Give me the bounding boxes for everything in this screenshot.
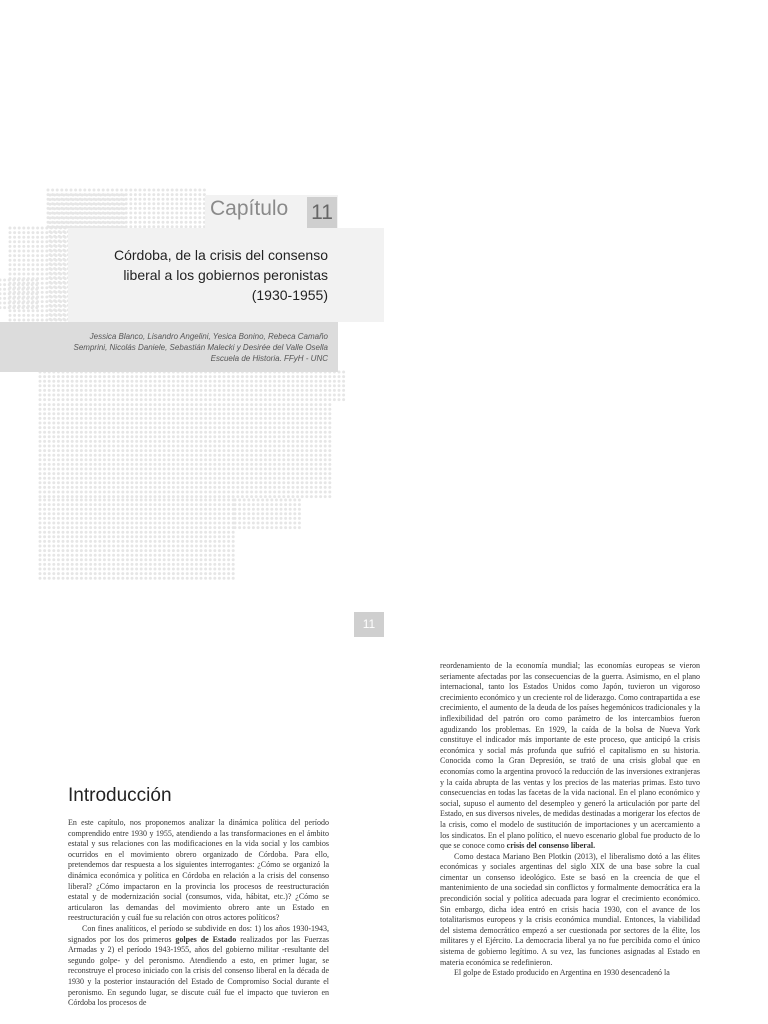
text-run: Con fines analíticos, el período se subdivide en dos: 1) los años 1930-1943, signados por los dos primeros [68,923,329,944]
section-heading: Introducción [68,785,172,806]
left-column [68,818,329,1009]
authors-block [40,331,328,364]
bold-term: crisis del consenso liberal. [506,841,596,851]
chapter-number: 11 [307,197,337,228]
text-run: realizados por las Fuerzas Armadas y 2) el período 1943-1955, años del gobierno militar -resultante del segundo golpe- y del peronismo. Atendiendo a esto, en primer lugar, se reconstruye el proceso iniciado con la crisis del consenso liberal en la década de 1930 y la posterior instauración del Estado de Compromiso Social durante el peronismo. En segundo lugar, se discute cuál fue el impacto que tuvieron en Córdoba los procesos de [68,934,329,1008]
authors-affiliation: Escuela de Historia. FFyH - UNC [210,354,328,363]
paragraph: Como destaca Mariano Ben Plotkin (2013), el liberalismo dotó a las élites económicas y sociales argentinas del siglo XIX de una base sobre la cual cimentar un consenso ideológico. Este se basó en la creencia de que el mantenimiento de una sociedad sin conflictos y formalmente democrática era la precondición social y política adecuada para lograr el crecimiento económico. Sin embargo, dicha idea entró en crisis hacia 1930, con el avance de los totalitarismos europeos y la crisis económica mundial. Entonces, la viabilidad del sistema democrático empezó a ser cuestionada por sectores de la élite, los militares y el Ejército. La democracia liberal ya no fue percibida como el único sistema de gobierno legítimo. A su vez, las funciones asignadas al Estado en materia económica se redefinieron. [440,851,700,967]
paragraph [68,924,329,1009]
paragraph: El golpe de Estado producido en Argentina en 1930 desencadenó la [454,968,670,978]
chapter-title: Córdoba, de la crisis del consenso liberal a los gobiernos peronistas (1930-1955) [113,247,328,303]
page-number: 11 [354,612,384,637]
paragraph [440,661,700,852]
chapter-label: Capítulo [210,197,289,220]
authors-line-1: Jessica Blanco, Lisandro Angelini, Yesica Bonino, Rebeca Camaño [89,332,328,341]
paragraph: En este capítulo, nos proponemos analizar la dinámica política del período comprendido entre 1930 y 1955, atendiendo a las transformaciones en el ámbito estatal y sus relaciones con las modificaciones en la vida social y los cambios ocurridos en el movimiento obrero organizado de Córdoba. Para ello, pretendemos dar respuesta a los siguientes interrogantes: ¿Cómo se organizó la dinámica económica y política en Córdoba en relación a la crisis del consenso liberal? ¿Cómo impactaron en la provincia los procesos de reestructuración estatal y de modernización social (consumos, vida, hábitat, etc.)? ¿Cómo se articularon las demandas del movimiento obrero ante un Estado en reestructuración y cuál fue su relación con otros actores políticos? [68,818,329,923]
bold-term: golpes de Estado [175,934,237,944]
right-column [440,661,700,979]
authors-line-2: Semprini, Nicolás Daniele, Sebastián Malecki y Desirée del Valle Osella [73,343,328,352]
text-run: reordenamiento de la economía mundial; las economías europeas se vieron seriamente afectadas por las consecuencias de la guerra. Asimismo, en el plano internacional, tanto los Estados Unidos como Japón, tuvieron un vigoroso crecimiento económico y un creciente rol de liderazgo. Como contrapartida a ese crecimiento, el aumento de la deuda de los países hegemónicos tradicionales y la inflexibilidad del patrón oro como parámetro de los intercambios fueron agudizando los problemas. En 1929, la caída de la bolsa de Nueva York constituye el indicador más importante de este proceso, que anticipó la crisis económica y social más profunda que sufrió el capitalismo en su historia. Conocida como la Gran Depresión, se trató de una crisis global que en economías como la argentina provocó la reducción de las inversiones extranjeras y la caída abrupta de las ventas y los precios de las materias primas. Esto tuvo consecuencias en todas las facetas de la vida nacional. En el plano económico y social, supuso el aumento del desempleo y generó la articulación por parte del Estado, en sus diversos niveles, de medidas destinadas a morigerar los efectos de la crisis, como el modelo de sustitución de importaciones y un acercamiento a los sindicatos. En el plano político, el nuevo escenario global fue producto de lo que se conoce como [440,661,700,851]
